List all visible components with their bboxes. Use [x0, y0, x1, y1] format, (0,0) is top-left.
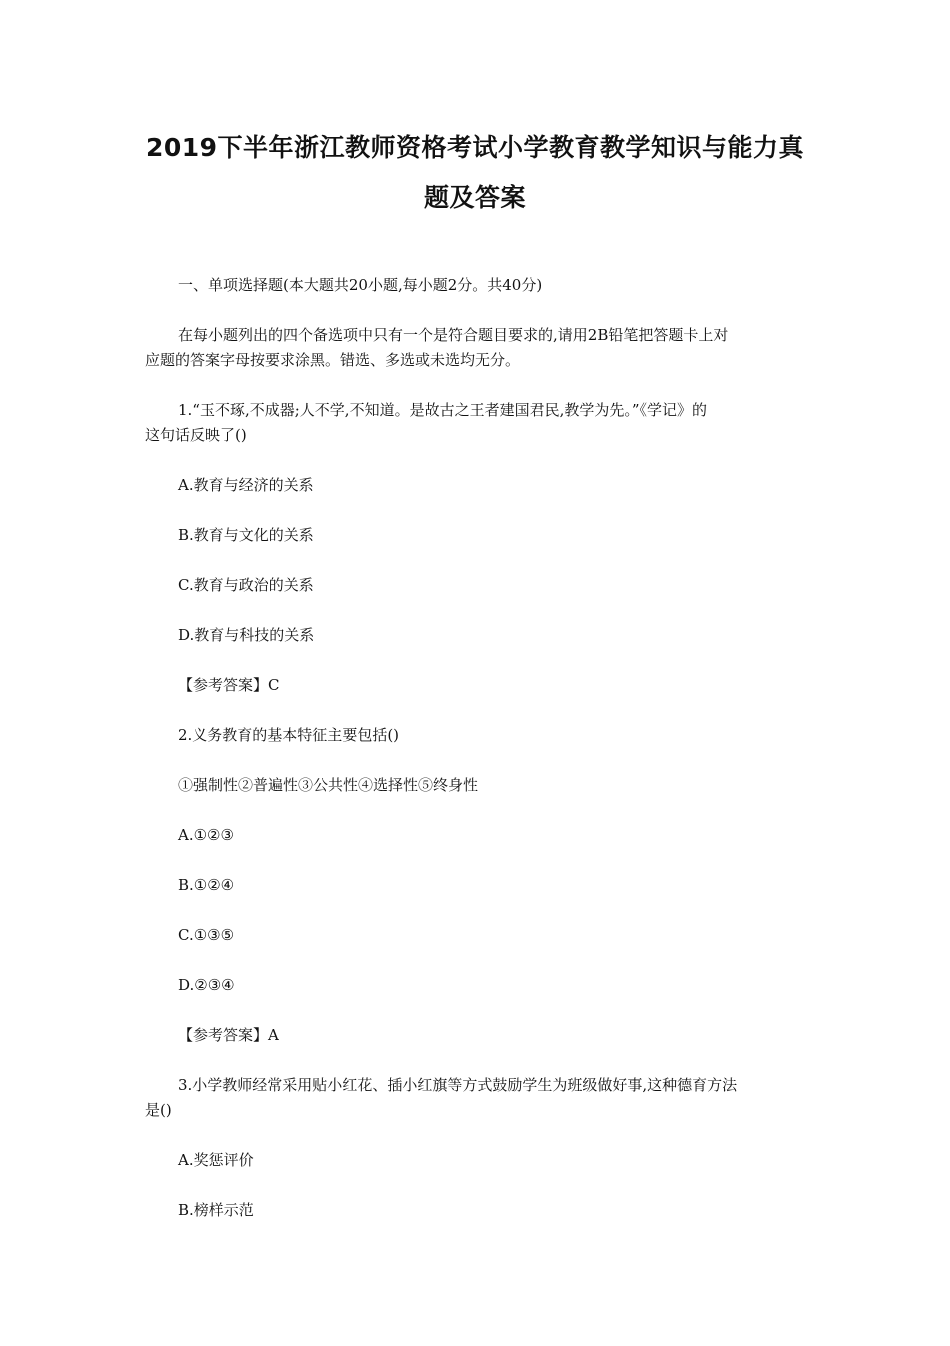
document-title-line-2: 题及答案 — [423, 183, 526, 212]
question-3-option-b: B.榜样示范 — [178, 1201, 254, 1219]
question-1-option-d: D.教育与科技的关系 — [178, 626, 315, 644]
section-heading: 一、单项选择题(本大题共20小题,每小题2分。共40分) — [178, 276, 543, 294]
instruction-line-1: 在每小题列出的四个备选项中只有一个是符合题目要求的,请用2B铅笔把答题卡上对 — [178, 326, 729, 344]
question-2-option-d: D.②③④ — [178, 976, 235, 994]
question-3-option-a: A.奖惩评价 — [178, 1151, 254, 1169]
question-2-option-b: B.①②④ — [178, 876, 235, 894]
instruction-line-2: 应题的答案字母按要求涂黑。错选、多选或未选均无分。 — [145, 351, 521, 369]
question-2-option-a: A.①②③ — [178, 826, 234, 844]
question-1-option-b: B.教育与文化的关系 — [178, 526, 314, 544]
question-2-items: ①强制性②普遍性③公共性④选择性⑤终身性 — [178, 776, 479, 794]
question-1-option-a: A.教育与经济的关系 — [178, 476, 314, 494]
question-3-stem-line-1: 3.小学教师经常采用贴小红花、插小红旗等方式鼓励学生为班级做好事,这种德育方法 — [178, 1076, 738, 1094]
question-1-answer: 【参考答案】C — [178, 676, 280, 694]
question-2-answer: 【参考答案】A — [178, 1026, 279, 1044]
question-1-option-c: C.教育与政治的关系 — [178, 576, 314, 594]
question-1-stem-line-2: 这句话反映了() — [145, 426, 247, 444]
question-3-stem-line-2: 是() — [145, 1101, 172, 1119]
document-title-line-1: 2019下半年浙江教师资格考试小学教育教学知识与能力真 — [145, 133, 805, 162]
question-2-option-c: C.①③⑤ — [178, 926, 235, 944]
question-2-stem: 2.义务教育的基本特征主要包括() — [178, 726, 400, 744]
question-1-stem-line-1: 1.“玉不琢,不成器;人不学,不知道。是故古之王者建国君民,教学为先。”《学记》的 — [178, 401, 708, 419]
